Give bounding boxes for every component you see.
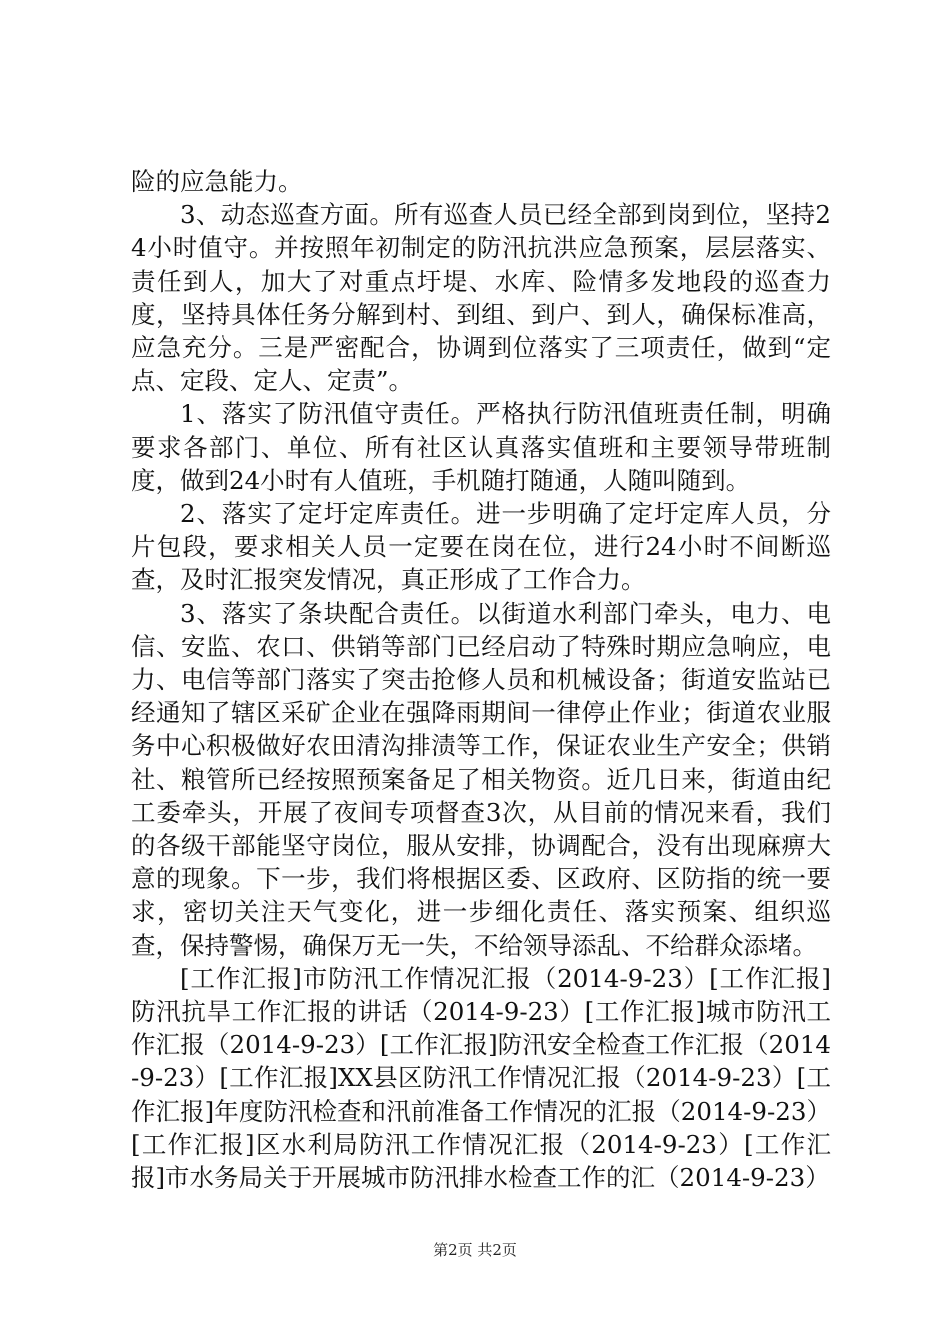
paragraph-duty-responsibility: 1、落实了防汛值守责任。严格执行防汛值班责任制，明确要求各部门、单位、所有社区认真落实值班和主要领导带班制度，做到24小时有人值班，手机随打随通，人随叫随到。 [131,399,831,495]
document-body [131,165,831,1194]
paragraph-continuation: 险的应急能力。 [131,167,303,196]
paragraph-coordination-responsibility: 3、落实了条块配合责任。以街道水利部门牵头，电力、电信、安监、农口、供销等部门已经启动了特殊时期应急响应，电力、电信等部门落实了突击抢修人员和机械设备；街道安监站已经通知了辖区采矿企业在强降雨期间一律停止作业；街道农业服务中心积极做好农田清沟排渍等工作，保证农业生产安全；供销社、粮管所已经按照预案备足了相关物资。近几日来，街道由纪工委牵头，开展了夜间专项督查3次，从目前的情况来看，我们的各级干部能坚守岗位，服从安排，协调配合，没有出现麻痹大意的现象。下一步，我们将根据区委、区政府、区防指的统一要求，密切关注天气变化，进一步细化责任、落实预案、组织巡查，保持警惕，确保万无一失，不给领导添乱、不给群众添堵。 [131,598,831,960]
paragraph-related-reports: [工作汇报]市防汛工作情况汇报（2014-9-23）[工作汇报]防汛抗旱工作汇报的讲话（2014-9-23）[工作汇报]城市防汛工作汇报（2014-9-23）[工作汇报]防汛安全检查工作汇报（2014-9-23）[工作汇报]XX县区防汛工作情况汇报（2014-9-23）[工作汇报]年度防汛检查和汛前准备工作情况的汇报（2014-9-23）[工作汇报]区水利局防汛工作情况汇报（2014-9-23）[工作汇报]市水务局关于开展城市防汛排水检查工作的汇（2014-9-23） [131,963,831,1193]
page-footer: 第2页 共2页 [433,1241,517,1259]
paragraph-dike-responsibility: 2、落实了定圩定库责任。进一步明确了定圩定库人员，分片包段，要求相关人员一定要在岗在位，进行24小时不间断巡查，及时汇报突发情况，真正形成了工作合力。 [131,499,831,595]
paragraph-patrol: 3、动态巡查方面。所有巡查人员已经全部到岗到位，坚持24小时值守。并按照年初制定的防汛抗洪应急预案，层层落实、责任到人，加大了对重点圩堤、水库、险情多发地段的巡查力度，坚持具体任务分解到村、到组、到户、到人，确保标准高，应急充分。三是严密配合，协调到位落实了三项责任，做到“定点、定段、定人、定责”。 [131,200,831,396]
